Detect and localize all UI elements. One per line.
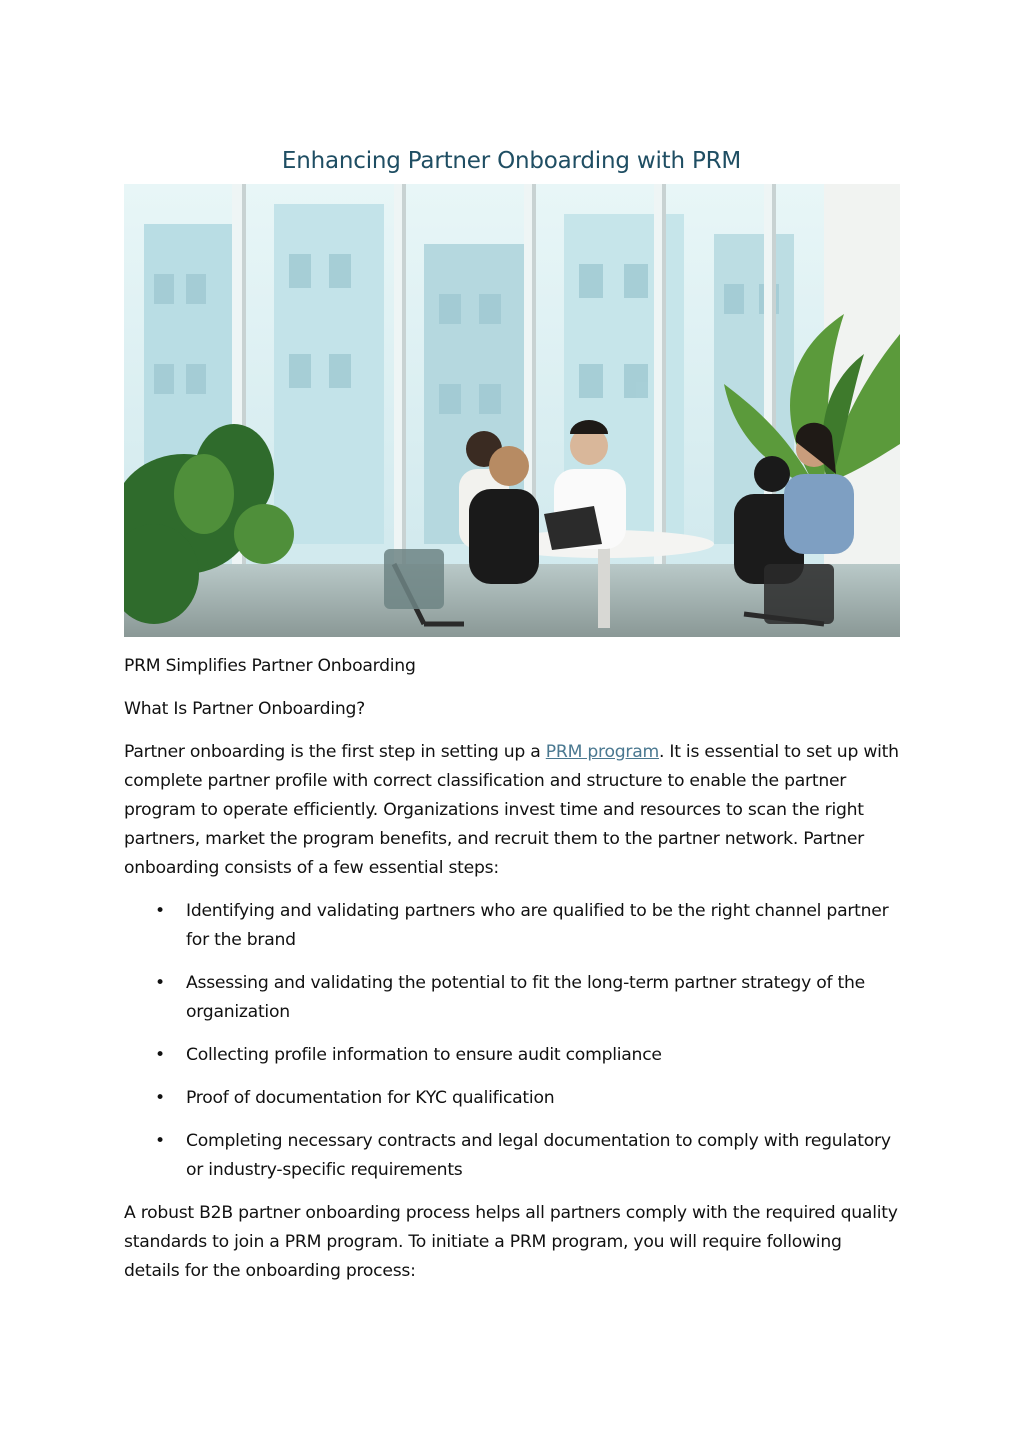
closing-paragraph: A robust B2B partner onboarding process helps all partners comply with the required quality standards to join a PRM program. To initiate a PRM program, you will require following details for the onboarding process:	[124, 1203, 898, 1281]
list-item-text: Collecting profile information to ensure audit compliance	[186, 1045, 662, 1065]
bullet-icon: •	[155, 1045, 165, 1065]
bullet-icon: •	[155, 973, 165, 993]
bullet-icon: •	[155, 901, 165, 921]
list-item	[155, 1041, 900, 1070]
list-item	[155, 969, 900, 1027]
onboarding-steps-list	[124, 897, 900, 1185]
intro-paragraph	[124, 738, 900, 883]
list-item-text: Proof of documentation for KYC qualification	[186, 1088, 555, 1108]
intro-text-before-link: Partner onboarding is the first step in setting up a	[124, 742, 546, 762]
list-item-text: Identifying and validating partners who are qualified to be the right channel partner for the brand	[186, 901, 889, 950]
list-item	[155, 897, 900, 955]
list-item	[155, 1084, 900, 1113]
list-item	[155, 1127, 900, 1185]
intro-text-after-link: . It is essential to set up with complete partner profile with correct classification and structure to enable the partner program to operate efficiently. Organizations invest time and resources to scan the right partners, market the program benefits, and recruit them to the partner network. Partner onboarding consists of a few essential steps:	[124, 742, 899, 878]
office-meeting-photo	[124, 184, 900, 637]
document-title: Enhancing Partner Onboarding with PRM	[281, 148, 742, 174]
bullet-icon: •	[155, 1131, 165, 1151]
bullet-icon: •	[155, 1088, 165, 1108]
section-heading: What Is Partner Onboarding?	[124, 699, 366, 719]
list-item-text: Completing necessary contracts and legal documentation to comply with regulatory or industry-specific requirements	[186, 1131, 891, 1180]
section-subtitle: PRM Simplifies Partner Onboarding	[124, 656, 416, 676]
list-item-text: Assessing and validating the potential to fit the long-term partner strategy of the organization	[186, 973, 865, 1022]
document-body	[124, 652, 900, 1300]
prm-program-link[interactable]: PRM program	[545, 742, 659, 762]
